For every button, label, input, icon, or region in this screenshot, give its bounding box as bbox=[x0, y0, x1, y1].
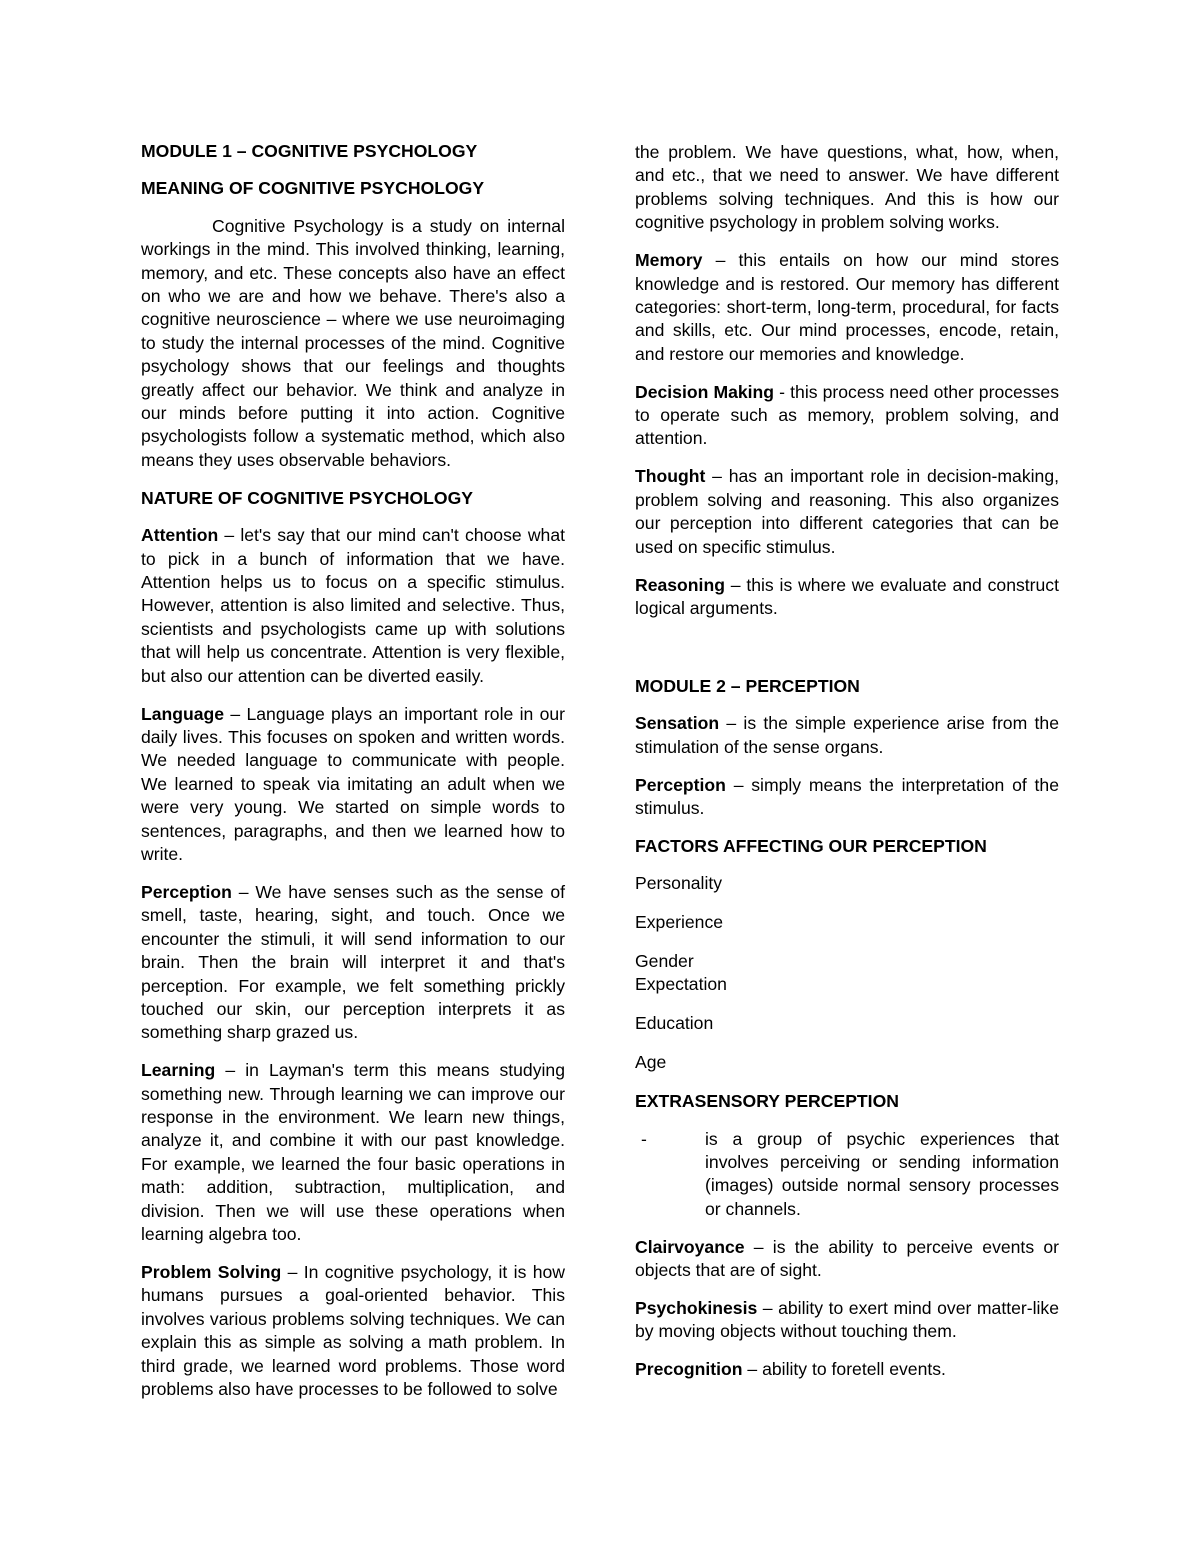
esp-heading: EXTRASENSORY PERCEPTION bbox=[635, 1091, 899, 1112]
nature-heading: NATURE OF COGNITIVE PSYCHOLOGY bbox=[141, 487, 474, 508]
module2-title: MODULE 2 – PERCEPTION bbox=[635, 675, 860, 696]
language-paragraph bbox=[141, 703, 565, 867]
language-text: – Language plays an important role in our daily lives. This focuses on spoken and written words. We needed language to communicate with people. We learned to speak via imitating an adult when we were very young. We started on simple words to sentences, paragraphs, and then we learned how to write. bbox=[141, 703, 565, 864]
attention-paragraph bbox=[141, 524, 565, 688]
perception-definition-text: – simply means the interpretation of the stimulus. bbox=[635, 774, 1059, 818]
thought-text: – has an important role in decision-making, problem solving and reasoning. This also organizes our perception into different categories that can be used on specific stimulus. bbox=[635, 466, 1059, 557]
module1-title: MODULE 1 – COGNITIVE PSYCHOLOGY bbox=[141, 141, 478, 161]
sensation-text: – is the simple experience arise from the stimulation of the sense organs. bbox=[635, 713, 1059, 757]
perception-paragraph bbox=[141, 881, 565, 1045]
perception-term: Perception bbox=[141, 881, 232, 902]
left-column bbox=[141, 140, 565, 1416]
perception-definition-term: Perception bbox=[635, 774, 726, 795]
decision-making-paragraph bbox=[635, 381, 1059, 451]
esp-definition-item bbox=[635, 1128, 1059, 1222]
precognition-term: Precognition bbox=[635, 1359, 743, 1380]
learning-paragraph bbox=[141, 1059, 565, 1246]
sensation-paragraph bbox=[635, 712, 1059, 759]
problem-solving-paragraph bbox=[141, 1261, 565, 1401]
precognition-paragraph bbox=[635, 1358, 1059, 1381]
problem-solving-term: Problem Solving bbox=[141, 1261, 282, 1282]
factors-heading: FACTORS AFFECTING OUR PERCEPTION bbox=[635, 835, 987, 856]
precognition-text: – ability to foretell events. bbox=[742, 1359, 946, 1380]
meaning-paragraph: Cognitive Psychology is a study on internal workings in the mind. This involved thinking, learning, memory, and etc. These concepts also have an effect on who we are and how we behave. There's also a cognitive neuroscience – where we use neuroimaging to study the internal processes of the mind. Cognitive psychology shows that our feelings and thoughts greatly affect our behavior. We think and analyze in our minds before putting it into action. Cognitive psychologists follow a systematic method, which also means they uses observable behaviors. bbox=[141, 215, 565, 470]
thought-term: Thought bbox=[635, 466, 706, 487]
factor-item: Gender bbox=[635, 951, 694, 972]
esp-definition-text: is a group of psychic experiences that involves perceiving or sending information (images) outside normal sensory processes or channels. bbox=[705, 1128, 1059, 1219]
sensation-term: Sensation bbox=[635, 713, 720, 734]
decision-making-term: Decision Making bbox=[635, 381, 775, 402]
psychokinesis-paragraph bbox=[635, 1297, 1059, 1344]
attention-term: Attention bbox=[141, 525, 219, 546]
reasoning-text: – this is where we evaluate and construct logical arguments. bbox=[635, 574, 1059, 618]
thought-paragraph bbox=[635, 465, 1059, 559]
attention-text: – let's say that our mind can't choose what to pick in a bunch of information that we have. Attention helps us to focus on a specific stimulus. However, attention is also limited and selective. Thus, scientists and psychologists came up with solutions that will help us concentrate. Attention is very flexible, but also our attention can be diverted easily. bbox=[141, 525, 565, 686]
dash-bullet: - bbox=[641, 1128, 647, 1149]
psychokinesis-text: – ability to exert mind over matter-like by moving objects without touching them. bbox=[635, 1298, 1059, 1342]
factor-item: Experience bbox=[635, 912, 724, 933]
memory-term: Memory bbox=[635, 250, 703, 271]
learning-text: – in Layman's term this means studying something new. Through learning we can improve our response in the environment. We learn new things, analyze it, and combine it with our past knowledge. For example, we learned the four basic operations in math: addition, subtraction, multiplication, and division. Then we will use these operations when learning algebra too. bbox=[141, 1060, 565, 1245]
clairvoyance-term: Clairvoyance bbox=[635, 1236, 745, 1257]
psychokinesis-term: Psychokinesis bbox=[635, 1298, 758, 1319]
factor-item: Expectation bbox=[635, 974, 727, 995]
right-column bbox=[635, 141, 1059, 1396]
factor-item: Age bbox=[635, 1052, 667, 1073]
learning-term: Learning bbox=[141, 1060, 216, 1081]
perception-definition-paragraph bbox=[635, 774, 1059, 821]
memory-paragraph bbox=[635, 249, 1059, 366]
memory-text: – this entails on how our mind stores knowledge and is restored. Our memory has different categories: short-term, long-term, procedural, for facts and skills, etc. Our mind processes, encode, retain, and restore our memories and knowledge. bbox=[635, 250, 1059, 364]
factor-item: Education bbox=[635, 1013, 714, 1034]
meaning-heading: MEANING OF COGNITIVE PSYCHOLOGY bbox=[141, 178, 485, 199]
clairvoyance-paragraph bbox=[635, 1236, 1059, 1283]
problem-solving-text: – In cognitive psychology, it is how humans pursues a goal-oriented behavior. This involves various problems solving techniques. We can explain this as simple as solving a math problem. In third grade, we learned word problems. Those word problems also have processes to be followed to solve bbox=[141, 1261, 565, 1399]
reasoning-term: Reasoning bbox=[635, 574, 725, 595]
factor-item: Personality bbox=[635, 873, 723, 894]
decision-making-text: - this process need other processes to operate such as memory, problem solving, and attention. bbox=[635, 381, 1059, 449]
clairvoyance-text: – is the ability to perceive events or objects that are of sight. bbox=[635, 1236, 1059, 1281]
perception-text: – We have senses such as the sense of smell, taste, hearing, sight, and touch. Once we encounter the stimuli, it will send information to our brain. Then the brain will interpret it and that's perception. For example, we felt something prickly touched our skin, our perception interprets it as something sharp grazed us. bbox=[141, 881, 565, 1043]
section-spacer bbox=[635, 635, 1059, 675]
problem-solving-continuation: the problem. We have questions, what, how, when, and etc., that we need to answer. We have different problems solving techniques. And this is how our cognitive psychology in problem solving works. bbox=[635, 142, 1059, 233]
language-term: Language bbox=[141, 703, 225, 724]
reasoning-paragraph bbox=[635, 574, 1059, 621]
